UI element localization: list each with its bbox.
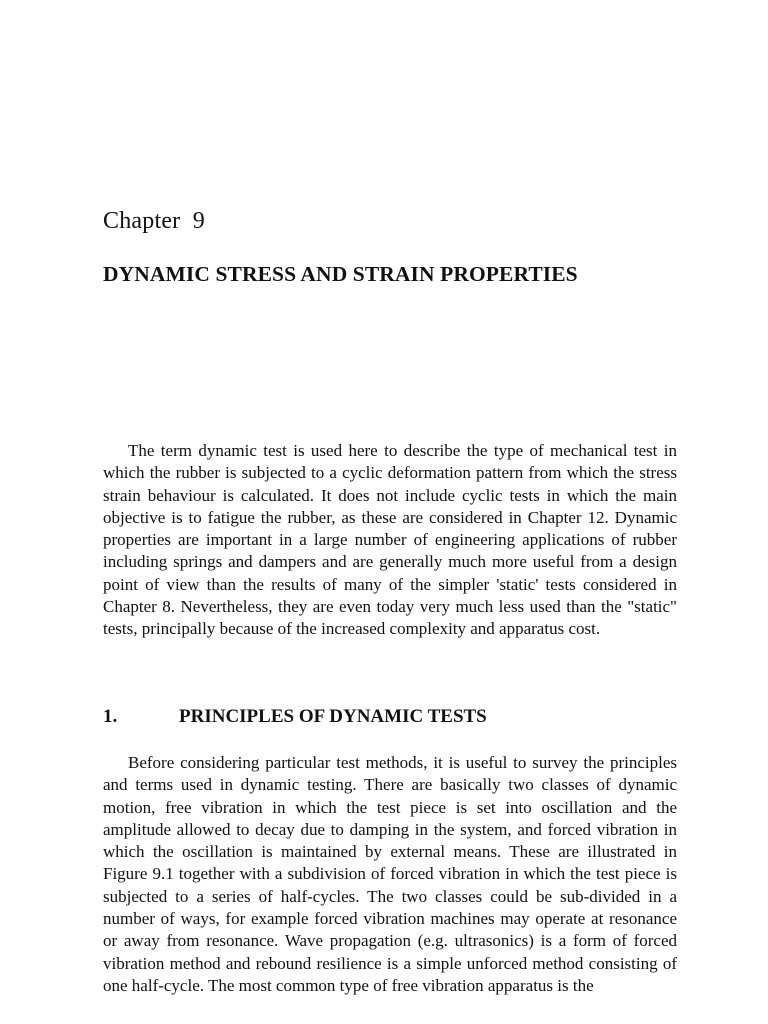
section-paragraph: Before considering particular test methods, it is useful to survey the principles and terms used in dynamic testing. There are basically two classes of dynamic motion, free vibration in which the test piece is set into oscillation and the amplitude allowed to decay due to damping in the system, and forced vibration in which the oscillation is maintained by external means. These are illustrated in Figure 9.1 together with a subdivision of forced vibration in which the test piece is subjected to a series of half-cycles. The two classes could be sub-divided in a number of ways, for example forced vibration machines may operate at resonance or away from resonance. Wave propagation (e.g. ultrasonics) is a form of forced vibration method and rebound resilience is a simple unforced method consisting of one half-cycle. The most common type of free vibration apparatus is the xyxy=(103,753,677,995)
chapter-title: DYNAMIC STRESS AND STRAIN PROPERTIES xyxy=(103,262,578,286)
section-heading xyxy=(103,706,487,728)
section-number: 1. xyxy=(103,706,118,727)
chapter-label: Chapter 9 xyxy=(103,208,205,234)
intro-paragraph: The term dynamic test is used here to describe the type of mechanical test in which the rubber is subjected to a cyclic deformation pattern from which the stress strain behaviour is calculated. It does not include cyclic tests in which the main objective is to fatigue the rubber, as these are considered in Chapter 12. Dynamic properties are important in a large number of engineering applications of rubber including springs and dampers and are generally much more useful from a design point of view than the results of many of the simpler 'static' tests considered in Chapter 8. Nevertheless, they are even today very much less used than the "static" tests, principally because of the increased complexity and apparatus cost. xyxy=(103,441,677,639)
section-title: PRINCIPLES OF DYNAMIC TESTS xyxy=(179,706,487,727)
